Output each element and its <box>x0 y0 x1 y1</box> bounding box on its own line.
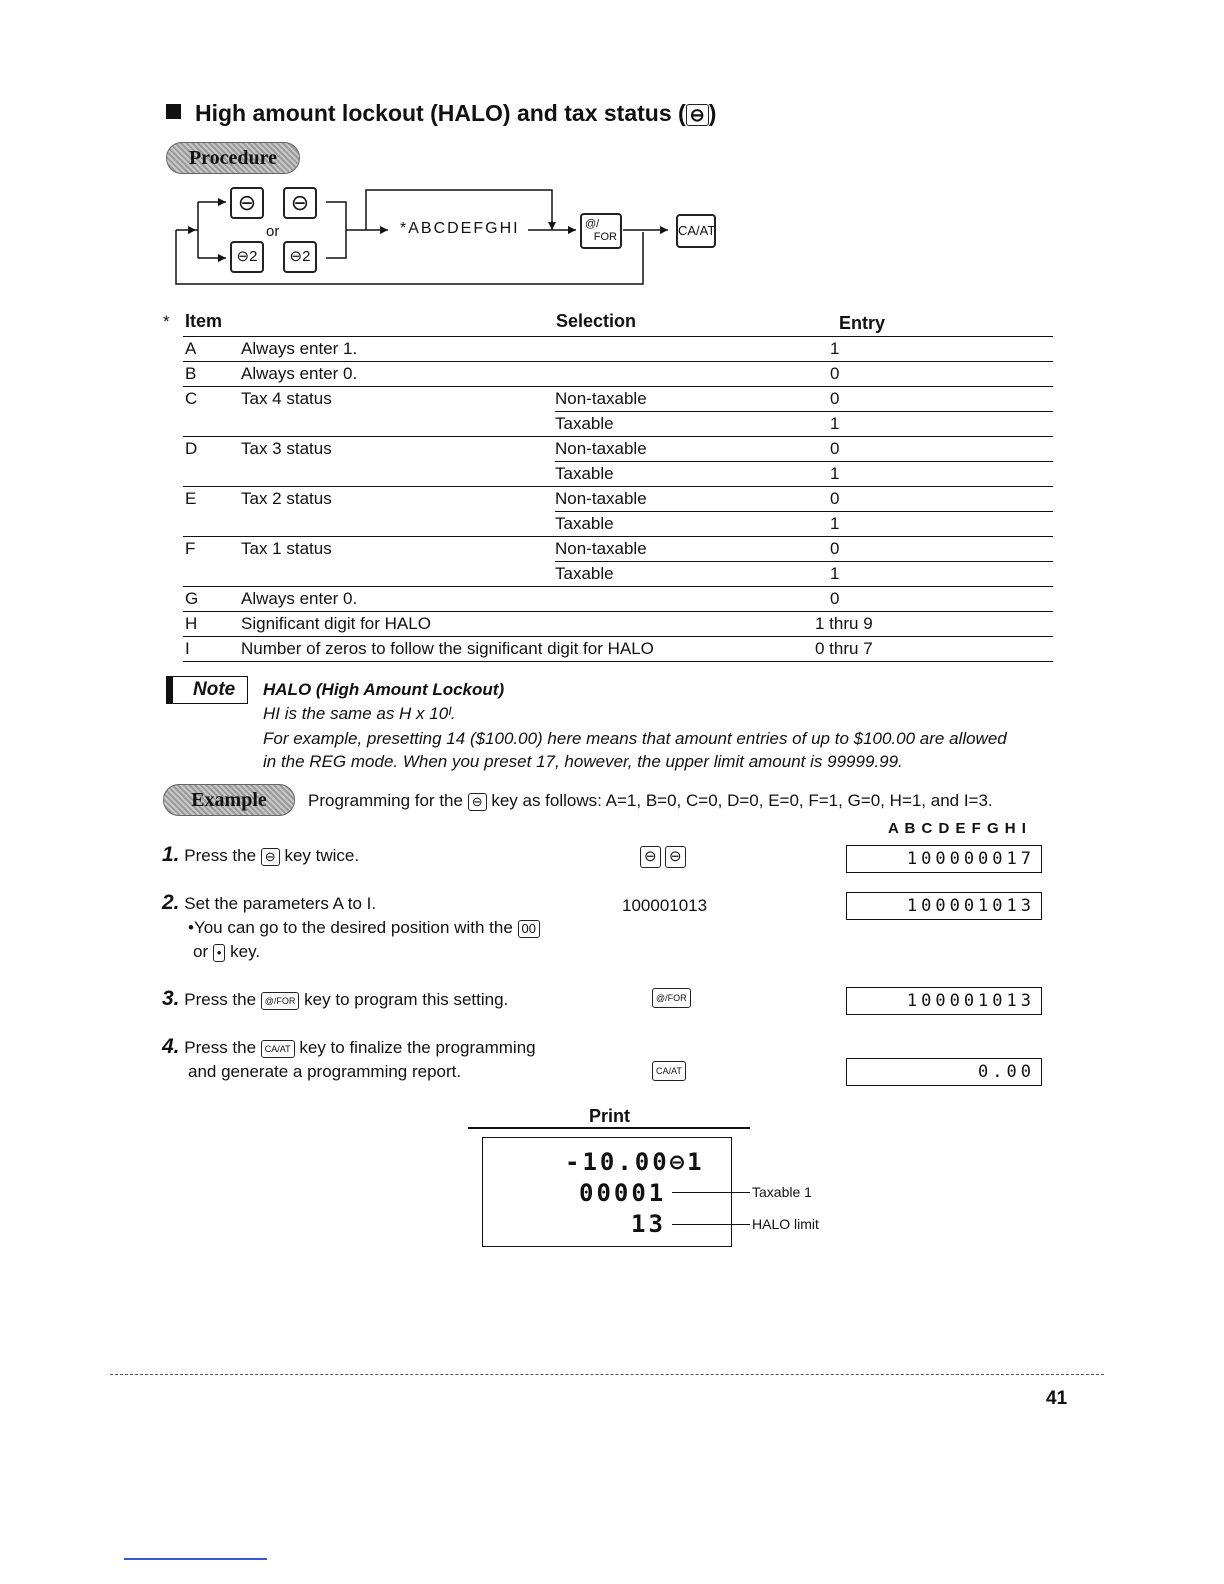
example-badge: Example <box>163 784 295 816</box>
annot-halo-limit: HALO limit <box>752 1216 819 1232</box>
table-row: A Always enter 1. 1 <box>183 337 1053 362</box>
annot-line-1 <box>672 1192 750 1193</box>
step-2-sub-2: or • key. <box>193 942 261 961</box>
footer-rule <box>110 1374 1104 1375</box>
note-line-1: HI is the same as H x 10ᴵ. <box>263 704 456 723</box>
asterisk-mark: * <box>163 312 170 331</box>
item-table <box>183 336 1053 662</box>
print-line-1: -10.00⊖1 <box>565 1148 705 1176</box>
table-row: E Tax 2 status Non-taxable 0 <box>183 487 1053 512</box>
minus-key-icon: ⊖ <box>261 848 280 866</box>
step-3-key <box>652 988 691 1008</box>
note-line-3: in the REG mode. When you preset 17, however, the upper limit amount is 99999.99. <box>263 752 903 771</box>
decimal-point-key-icon: • <box>213 944 226 962</box>
minus-key-icon: ⊖ <box>468 793 487 811</box>
step-4-key <box>652 1061 686 1081</box>
for-key: @/ FOR <box>580 213 622 249</box>
table-row: I Number of zeros to follow the significant digit for HALO 0 thru 7 <box>183 637 1053 662</box>
table-row: H Significant digit for HALO 1 thru 9 <box>183 612 1053 637</box>
minus-key-icon: ⊖ <box>686 104 709 126</box>
annot-taxable: Taxable 1 <box>752 1184 812 1200</box>
procedure-badge: Procedure <box>166 142 300 174</box>
double-zero-key-icon: 00 <box>518 920 540 938</box>
step-2-sub-1: •You can go to the desired position with the 00 <box>188 918 540 938</box>
header-selection: Selection <box>556 311 637 331</box>
header-entry: Entry <box>839 313 886 333</box>
minus-key-icon: ⊖ <box>640 846 661 868</box>
caat-key: CA/AT <box>676 214 716 248</box>
caat-key-icon: CA/AT <box>652 1061 686 1081</box>
step-1: 1. Press the ⊖ key twice. <box>162 843 360 866</box>
step-4-display: 0.00 <box>846 1058 1042 1086</box>
bullet-square-icon <box>166 104 181 119</box>
table-row: Taxable 1 <box>183 512 1053 537</box>
step-2: 2. Set the parameters A to I. <box>162 891 377 914</box>
print-line-3: 13 <box>631 1210 666 1238</box>
or-label: or <box>266 223 280 240</box>
print-label: Print <box>589 1106 631 1126</box>
table-row: F Tax 1 status Non-taxable 0 <box>183 537 1053 562</box>
print-line-2: 00001 <box>579 1179 667 1207</box>
header-item: Item <box>185 311 223 331</box>
bottom-link-rule <box>124 1558 267 1560</box>
caat-key-icon: CA/AT <box>261 1040 295 1058</box>
table-row: Taxable 1 <box>183 412 1053 437</box>
note-heading: HALO (High Amount Lockout) <box>263 680 505 699</box>
minus2-key-2: ⊖2 <box>283 241 317 273</box>
example-text: Programming for the ⊖ key as follows: A=1, B=0, C=0, D=0, E=0, F=1, G=0, H=1, and I=3. <box>308 791 993 810</box>
step-4: 4. Press the CA/AT key to finalize the programming <box>162 1035 536 1058</box>
table-row: D Tax 3 status Non-taxable 0 <box>183 437 1053 462</box>
table-row: Taxable 1 <box>183 562 1053 587</box>
for-key-icon: @/FOR <box>652 988 691 1008</box>
for-key-icon: @/FOR <box>261 992 300 1010</box>
print-rule <box>468 1127 750 1129</box>
display-letters-header: A B C D E F G H I <box>888 820 1027 837</box>
step-1-keys <box>640 846 686 868</box>
minus2-key-1: ⊖2 <box>230 241 264 273</box>
table-row: B Always enter 0. 0 <box>183 362 1053 387</box>
step-2-display: 100001013 <box>846 892 1042 920</box>
step-1-display: 100000017 <box>846 845 1042 873</box>
annot-line-2 <box>672 1224 750 1225</box>
table-row: Taxable 1 <box>183 462 1053 487</box>
sequence-label: *ABCDEFGHI <box>400 220 520 237</box>
note-badge: Note <box>166 676 248 704</box>
minus-key-2: ⊖ <box>283 187 317 219</box>
step-3: 3. Press the @/FOR key to program this setting. <box>162 987 509 1010</box>
table-row: G Always enter 0. 0 <box>183 587 1053 612</box>
note-line-2: For example, presetting 14 ($100.00) here means that amount entries of up to $100.00 are allowed <box>263 729 1007 748</box>
minus-key-icon: ⊖ <box>665 846 686 868</box>
table-row: C Tax 4 status Non-taxable 0 <box>183 387 1053 412</box>
page-number: 41 <box>1046 1388 1068 1409</box>
page-title: High amount lockout (HALO) and tax status ( ⊖ ) <box>166 100 716 127</box>
step-4-line-2: and generate a programming report. <box>188 1062 462 1081</box>
step-2-entry: 100001013 <box>622 896 708 915</box>
minus-key-1: ⊖ <box>230 187 264 219</box>
step-3-display: 100001013 <box>846 987 1042 1015</box>
